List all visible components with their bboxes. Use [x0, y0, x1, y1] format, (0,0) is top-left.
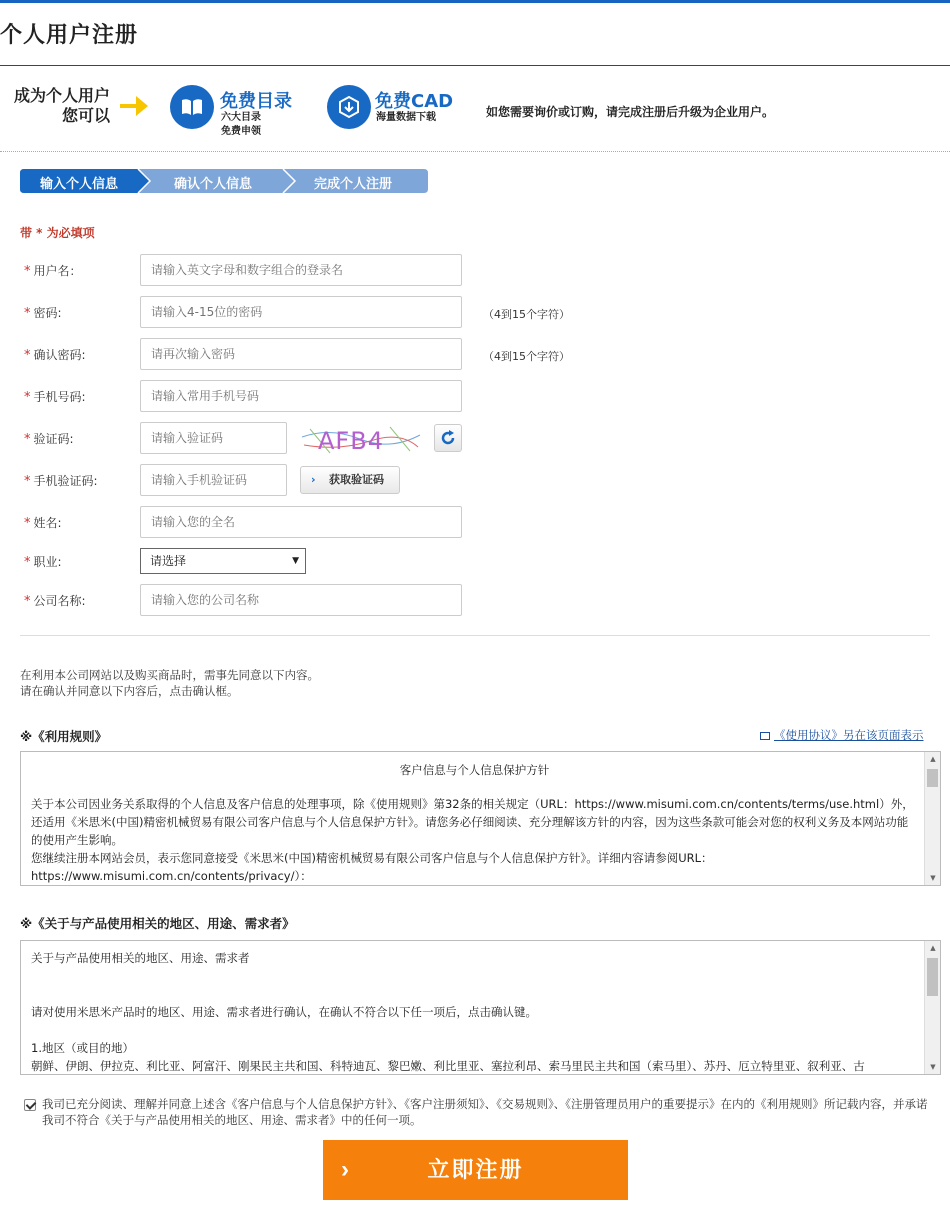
scroll-down-icon[interactable]: ▼ — [930, 874, 936, 882]
usage-box-title: 关于与产品使用相关的地区、用途、需求者 — [31, 951, 250, 965]
caret-down-icon: ▼ — [292, 556, 299, 566]
terms-external-link[interactable]: 《使用协议》另在该页面表示 — [760, 727, 924, 743]
promo-catalog-sub1: 六大目录 — [221, 112, 261, 123]
name-label: * 姓名: — [24, 516, 62, 531]
required-star-icon: * — [24, 306, 31, 321]
arrow-right-icon — [118, 92, 150, 120]
captcha-input[interactable] — [140, 422, 287, 454]
captcha-text: AFB4 — [318, 427, 384, 455]
occupation-select[interactable]: 请选择 ▼ — [140, 548, 306, 574]
step-complete: 完成个人注册 — [314, 177, 393, 192]
chevron-right-icon: › — [311, 473, 316, 486]
captcha-refresh-button[interactable] — [434, 424, 462, 452]
required-star-icon: * — [24, 348, 31, 363]
title-divider — [0, 65, 950, 66]
promo-catalog-sub2: 免费申领 — [221, 126, 261, 137]
rules-paragraph-2: 您继续注册本网站会员，表示您同意接受《米思米(中国)精密机械贸易有限公司客户信息与个人信息保护方针》。详细内容请参阅URL：https://www.misumi.com.cn/contents/privacy/）： — [31, 851, 713, 883]
usage-scrollbar[interactable] — [924, 941, 940, 1074]
new-window-icon — [760, 732, 770, 740]
promo-note: 如您需要询价或订购，请完成注册后升级为企业用户。 — [486, 105, 775, 119]
catalog-book-icon — [170, 85, 214, 129]
rules-textbox[interactable] — [20, 751, 941, 886]
sms-code-label: * 手机验证码: — [24, 474, 98, 489]
promo-cad-title: 免费CAD — [375, 91, 454, 112]
required-star-icon: * — [24, 390, 31, 405]
occupation-label: * 职业: — [24, 555, 62, 570]
scroll-up-icon[interactable]: ▲ — [930, 944, 936, 952]
rules-scroll-thumb[interactable] — [927, 769, 938, 787]
usage-paragraph-1: 请对使用米思米产品时的地区、用途、需求者进行确认，在确认不符合以下任一项后，点击确认键。 — [31, 1005, 537, 1019]
usage-paragraph-2: 1.地区（或目的地） — [31, 1041, 134, 1055]
captcha-label: * 验证码: — [24, 432, 74, 447]
step-progress-bar — [20, 169, 428, 193]
page-title: 个人用户注册 — [0, 23, 139, 48]
captcha-image[interactable] — [300, 423, 422, 455]
name-input[interactable] — [140, 506, 462, 538]
username-input[interactable] — [140, 254, 462, 286]
usage-textbox[interactable] — [20, 940, 941, 1075]
rules-section-title: ※《利用规则》 — [20, 729, 108, 744]
scroll-up-icon[interactable]: ▲ — [930, 755, 936, 763]
required-star-icon: * — [24, 516, 31, 531]
scroll-down-icon[interactable]: ▼ — [930, 1063, 936, 1071]
rules-paragraph-1: 关于本公司因业务关系取得的个人信息及客户信息的处理事项，除《使用规则》第32条的相关规定（URL：https://www.misumi.com.cn/contents/terms/use.html）外，还适用《米思米(中国)精密机械贸易有限公司客户信息与个人信息保护方针》。请您务必仔细阅读、充分理解该方针的内容，因为这些条款可能会对您的权利义务及本网站功能的使用产生影响。 — [31, 797, 914, 847]
required-star-icon: * — [24, 264, 31, 279]
sms-code-input[interactable] — [140, 464, 287, 496]
banner-divider — [0, 151, 950, 152]
password-confirm-label: * 确认密码: — [24, 348, 86, 363]
company-input[interactable] — [140, 584, 462, 616]
agreement-checkbox[interactable] — [24, 1099, 36, 1111]
refresh-icon — [439, 429, 457, 447]
mobile-input[interactable] — [140, 380, 462, 412]
required-star-icon: * — [24, 555, 31, 570]
password-confirm-input[interactable] — [140, 338, 462, 370]
company-label: * 公司名称: — [24, 594, 86, 609]
cad-download-icon — [327, 85, 371, 129]
register-submit-button[interactable]: › 立即注册 — [323, 1140, 628, 1200]
password-hint: （4到15个字符） — [483, 308, 570, 321]
form-divider — [20, 635, 930, 636]
get-sms-code-button[interactable]: › 获取验证码 — [300, 466, 400, 494]
mobile-label: * 手机号码: — [24, 390, 86, 405]
password-confirm-hint: （4到15个字符） — [483, 350, 570, 363]
promo-lead-line1: 成为个人用户 — [13, 86, 110, 105]
step-input-info: 输入个人信息 — [40, 177, 119, 192]
required-star-icon: * — [24, 474, 31, 489]
top-accent-bar — [0, 0, 950, 3]
required-star-icon: * — [24, 594, 31, 609]
username-label: * 用户名： — [24, 264, 82, 279]
promo-lead — [2, 86, 110, 126]
chevron-right-icon: › — [341, 1156, 351, 1183]
promo-catalog-title: 免费目录 — [220, 91, 292, 112]
required-star-icon: * — [24, 432, 31, 447]
usage-paragraph-3: 朝鲜、伊朗、伊拉克、利比亚、阿富汗、刚果民主共和国、科特迪瓦、黎巴嫩、利比里亚、塞拉利昂、索马里民主共和国（索马里）、苏丹、厄立特里亚、叙利亚、古 — [31, 1059, 865, 1073]
rules-scrollbar[interactable] — [924, 752, 940, 885]
usage-section-title: ※《关于与产品使用相关的地区、用途、需求者》 — [20, 916, 295, 931]
required-note: 带 * 为必填项 — [20, 226, 95, 240]
password-label: * 密码: — [24, 306, 62, 321]
intro-text: 在利用本公司网站以及购买商品时，需事先同意以下内容。 请在确认并同意以下内容后，点击确认框。 — [20, 668, 319, 698]
password-input[interactable] — [140, 296, 462, 328]
usage-scroll-thumb[interactable] — [927, 958, 938, 996]
agreement-text: 我司已充分阅读、理解并同意上述含《客户信息与个人信息保护方针》、《客户注册须知》、《交易规则》、《注册管理员用户的重要提示》在内的《利用规则》所记载内容，并承诺我司不符合《关于与产品使用相关的地区、用途、需求者》中的任何一项。 — [42, 1097, 928, 1127]
promo-lead-line2: 您可以 — [61, 106, 110, 125]
step-confirm-info: 确认个人信息 — [174, 177, 253, 192]
rules-box-title: 客户信息与个人信息保护方针 — [399, 763, 550, 777]
promo-cad-sub: 海量数据下载 — [376, 112, 436, 123]
